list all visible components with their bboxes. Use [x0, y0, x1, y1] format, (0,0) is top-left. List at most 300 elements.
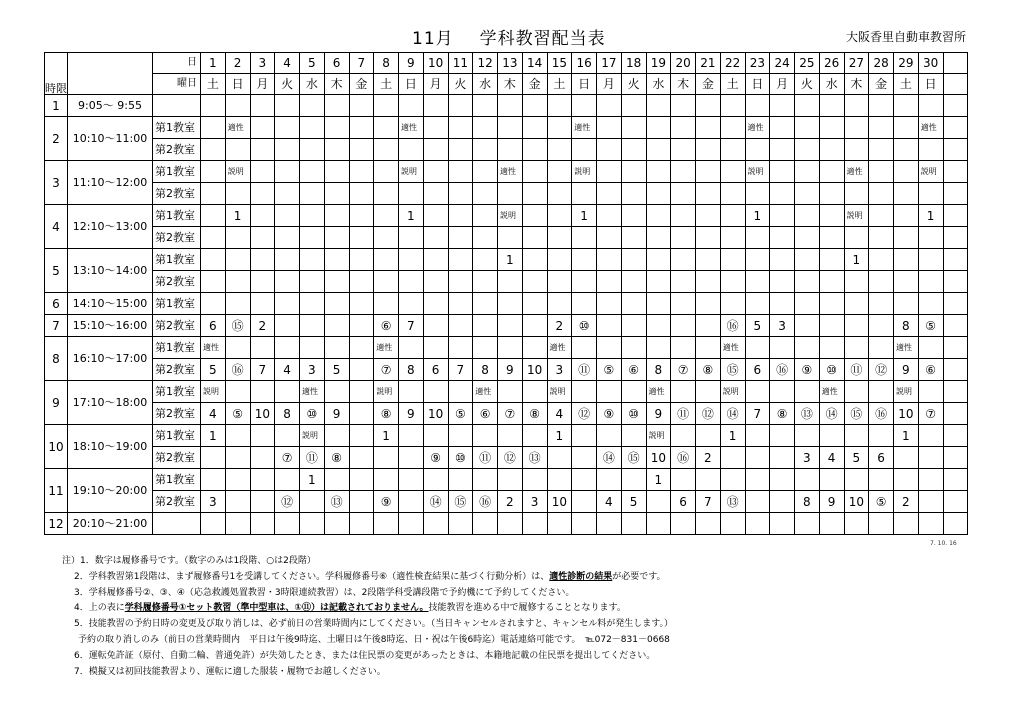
- classroom-label: 第2教室: [153, 359, 201, 381]
- time-header-blank: [68, 53, 153, 95]
- extra-column: [943, 315, 967, 337]
- schedule-cell: [621, 271, 646, 293]
- schedule-cell: [399, 183, 424, 205]
- schedule-cell: [671, 381, 696, 403]
- classroom-label: 第2教室: [153, 315, 201, 337]
- schedule-cell: [473, 227, 498, 249]
- schedule-cell: ⑤: [225, 403, 250, 425]
- schedule-cell: [869, 183, 894, 205]
- schedule-cell: [423, 95, 448, 117]
- schedule-cell: [275, 117, 300, 139]
- schedule-cell: [300, 315, 325, 337]
- period-row: [45, 271, 968, 293]
- schedule-cell: [572, 293, 597, 315]
- schedule-cell: [894, 139, 919, 161]
- period-time: 15:10～16:00: [68, 315, 153, 337]
- note-2: [62, 570, 1022, 586]
- schedule-cell: 説明: [572, 161, 597, 183]
- day-number: 27: [844, 53, 869, 74]
- schedule-cell: [918, 293, 943, 315]
- schedule-cell: [819, 183, 844, 205]
- schedule-cell: 1: [745, 205, 770, 227]
- schedule-cell: [770, 117, 795, 139]
- note-2-tail: が必要です。: [612, 571, 666, 582]
- period-time: 10:10～11:00: [68, 117, 153, 161]
- schedule-cell: [696, 337, 721, 359]
- schedule-cell: 5: [201, 359, 226, 381]
- period-row: [45, 403, 968, 425]
- schedule-cell: [894, 513, 919, 535]
- schedule-cell: [522, 381, 547, 403]
- schedule-cell: [275, 139, 300, 161]
- schedule-cell: [349, 249, 374, 271]
- schedule-cell: [770, 381, 795, 403]
- schedule-cell: ⑤: [597, 359, 622, 381]
- schedule-cell: ⑪: [572, 359, 597, 381]
- schedule-cell: [597, 381, 622, 403]
- day-number: 6: [324, 53, 349, 74]
- schedule-cell: ⑩: [572, 315, 597, 337]
- schedule-cell: 6: [423, 359, 448, 381]
- weekday: 金: [869, 74, 894, 95]
- schedule-cell: 4: [597, 491, 622, 513]
- schedule-cell: ⑪: [671, 403, 696, 425]
- day-number: 10: [423, 53, 448, 74]
- schedule-cell: [696, 161, 721, 183]
- schedule-cell: 適性: [894, 337, 919, 359]
- period-row: [45, 227, 968, 249]
- schedule-cell: [349, 403, 374, 425]
- schedule-cell: [770, 95, 795, 117]
- schedule-cell: ⑮: [720, 359, 745, 381]
- schedule-cell: [201, 183, 226, 205]
- schedule-cell: [745, 293, 770, 315]
- schedule-cell: [324, 161, 349, 183]
- schedule-cell: 適性: [374, 337, 399, 359]
- schedule-cell: [522, 315, 547, 337]
- day-number: 21: [696, 53, 721, 74]
- schedule-cell: [819, 315, 844, 337]
- schedule-cell: [819, 293, 844, 315]
- day-number: 8: [374, 53, 399, 74]
- schedule-cell: ⑨: [795, 359, 820, 381]
- schedule-cell: [918, 227, 943, 249]
- schedule-cell: [918, 271, 943, 293]
- day-number: 15: [547, 53, 572, 74]
- note-6: 6．運転免許証（原付、自動二輪、普通免許）が失効したとき、または住民票の変更があったときは、本籍地記載の住民票を提出してください。: [74, 650, 656, 661]
- day-number: 12: [473, 53, 498, 74]
- extra-column: [943, 53, 967, 74]
- schedule-cell: [423, 117, 448, 139]
- schedule-cell: ⑯: [770, 359, 795, 381]
- schedule-cell: [225, 95, 250, 117]
- schedule-cell: [720, 227, 745, 249]
- schedule-cell: [720, 183, 745, 205]
- schedule-cell: [869, 425, 894, 447]
- schedule-cell: [844, 315, 869, 337]
- schedule-cell: [201, 95, 226, 117]
- schedule-cell: ⑨: [423, 447, 448, 469]
- schedule-cell: ⑭: [720, 403, 745, 425]
- schedule-cell: ⑪: [300, 447, 325, 469]
- schedule-cell: 9: [894, 359, 919, 381]
- schedule-table: [44, 52, 968, 535]
- schedule-cell: [423, 293, 448, 315]
- schedule-cell: [547, 513, 572, 535]
- schedule-cell: [374, 183, 399, 205]
- schedule-cell: [795, 293, 820, 315]
- schedule-cell: 5: [745, 315, 770, 337]
- schedule-cell: [300, 205, 325, 227]
- day-number: 18: [621, 53, 646, 74]
- note-4: [62, 601, 1022, 617]
- schedule-cell: [869, 315, 894, 337]
- schedule-cell: [275, 249, 300, 271]
- schedule-cell: [399, 513, 424, 535]
- classroom-label: 第1教室: [153, 337, 201, 359]
- schedule-cell: [770, 183, 795, 205]
- extra-column: [943, 161, 967, 183]
- period-time: 17:10～18:00: [68, 381, 153, 425]
- schedule-cell: 10: [646, 447, 671, 469]
- schedule-cell: [275, 293, 300, 315]
- schedule-cell: [671, 293, 696, 315]
- schedule-cell: [572, 425, 597, 447]
- schedule-cell: ⑬: [720, 491, 745, 513]
- schedule-cell: [547, 161, 572, 183]
- schedule-cell: [745, 139, 770, 161]
- schedule-cell: ⑯: [473, 491, 498, 513]
- schedule-cell: 1: [374, 425, 399, 447]
- schedule-cell: [498, 227, 523, 249]
- schedule-cell: [745, 425, 770, 447]
- schedule-cell: 適性: [225, 117, 250, 139]
- schedule-cell: [374, 447, 399, 469]
- schedule-cell: [349, 513, 374, 535]
- schedule-cell: [597, 337, 622, 359]
- schedule-cell: [349, 469, 374, 491]
- schedule-cell: [448, 315, 473, 337]
- schedule-cell: [770, 337, 795, 359]
- schedule-cell: [671, 95, 696, 117]
- schedule-cell: [225, 513, 250, 535]
- period-row: [45, 447, 968, 469]
- schedule-cell: [547, 139, 572, 161]
- classroom-label: 第1教室: [153, 425, 201, 447]
- schedule-cell: [522, 337, 547, 359]
- weekday: 木: [844, 74, 869, 95]
- schedule-cell: 7: [250, 359, 275, 381]
- schedule-cell: ⑪: [844, 359, 869, 381]
- schedule-cell: [349, 117, 374, 139]
- schedule-cell: [225, 447, 250, 469]
- schedule-cell: [473, 205, 498, 227]
- schedule-cell: [201, 513, 226, 535]
- schedule-cell: 適性: [819, 381, 844, 403]
- schedule-cell: [671, 315, 696, 337]
- classroom-label: 第2教室: [153, 183, 201, 205]
- schedule-cell: [473, 425, 498, 447]
- schedule-cell: 4: [201, 403, 226, 425]
- weekday: 木: [324, 74, 349, 95]
- period-number: 10: [45, 425, 68, 469]
- schedule-cell: [473, 183, 498, 205]
- schedule-cell: [819, 161, 844, 183]
- schedule-cell: [423, 271, 448, 293]
- period-number: 7: [45, 315, 68, 337]
- schedule-cell: [696, 293, 721, 315]
- schedule-cell: [597, 205, 622, 227]
- note-2-emphasis: 適性診断の結果: [549, 571, 613, 582]
- schedule-cell: [498, 469, 523, 491]
- schedule-cell: [621, 183, 646, 205]
- schedule-cell: [621, 205, 646, 227]
- schedule-cell: [423, 381, 448, 403]
- schedule-cell: [745, 337, 770, 359]
- schedule-cell: 適性: [844, 161, 869, 183]
- period-number: 6: [45, 293, 68, 315]
- schedule-cell: [399, 381, 424, 403]
- schedule-cell: 1: [300, 469, 325, 491]
- page-title: [412, 24, 606, 49]
- schedule-cell: [448, 337, 473, 359]
- schedule-cell: 1: [894, 425, 919, 447]
- schedule-cell: 説明: [300, 425, 325, 447]
- schedule-cell: [621, 513, 646, 535]
- schedule-cell: [448, 249, 473, 271]
- schedule-cell: [324, 249, 349, 271]
- weekday: 金: [696, 74, 721, 95]
- schedule-cell: ⑮: [225, 315, 250, 337]
- schedule-cell: [572, 271, 597, 293]
- schedule-cell: [349, 139, 374, 161]
- weekday: 土: [720, 74, 745, 95]
- schedule-cell: [275, 513, 300, 535]
- schedule-cell: [448, 513, 473, 535]
- schedule-cell: [275, 381, 300, 403]
- schedule-cell: ⑩: [300, 403, 325, 425]
- schedule-cell: [894, 447, 919, 469]
- extra-column: [943, 513, 967, 535]
- schedule-cell: [324, 425, 349, 447]
- schedule-cell: ⑤: [448, 403, 473, 425]
- period-time: 9:05～ 9:55: [68, 95, 153, 117]
- schedule-cell: [324, 315, 349, 337]
- schedule-cell: 9: [324, 403, 349, 425]
- period-time: 12:10～13:00: [68, 205, 153, 249]
- schedule-cell: [522, 161, 547, 183]
- schedule-cell: [597, 161, 622, 183]
- schedule-cell: [423, 139, 448, 161]
- schedule-cell: [498, 95, 523, 117]
- schedule-cell: [374, 293, 399, 315]
- schedule-cell: ⑥: [918, 359, 943, 381]
- schedule-cell: [423, 315, 448, 337]
- schedule-cell: [795, 117, 820, 139]
- schedule-cell: [572, 183, 597, 205]
- schedule-cell: [795, 95, 820, 117]
- schedule-cell: [795, 381, 820, 403]
- schedule-cell: [448, 425, 473, 447]
- schedule-cell: 適性: [646, 381, 671, 403]
- schedule-cell: [844, 425, 869, 447]
- schedule-cell: [473, 139, 498, 161]
- schedule-cell: 3: [300, 359, 325, 381]
- schedule-cell: [646, 315, 671, 337]
- schedule-cell: [894, 469, 919, 491]
- schedule-cell: [745, 491, 770, 513]
- schedule-cell: 1: [225, 205, 250, 227]
- schedule-cell: [300, 139, 325, 161]
- extra-column: [943, 95, 967, 117]
- schedule-cell: 説明: [745, 161, 770, 183]
- day-number: 2: [225, 53, 250, 74]
- schedule-cell: [696, 95, 721, 117]
- schedule-cell: [819, 139, 844, 161]
- period-row: [45, 95, 968, 117]
- period-number: 8: [45, 337, 68, 381]
- weekday: 水: [300, 74, 325, 95]
- schedule-cell: [201, 161, 226, 183]
- schedule-cell: ⑫: [498, 447, 523, 469]
- weekday: 日: [918, 74, 943, 95]
- schedule-cell: [671, 161, 696, 183]
- schedule-cell: [423, 205, 448, 227]
- schedule-cell: ⑯: [869, 403, 894, 425]
- schedule-cell: [250, 161, 275, 183]
- schedule-cell: [646, 491, 671, 513]
- schedule-cell: [869, 249, 894, 271]
- schedule-cell: [250, 381, 275, 403]
- schedule-cell: [646, 139, 671, 161]
- schedule-cell: [225, 469, 250, 491]
- schedule-cell: [374, 271, 399, 293]
- classroom-label: 第1教室: [153, 117, 201, 139]
- schedule-cell: [918, 249, 943, 271]
- day-number: 24: [770, 53, 795, 74]
- schedule-cell: ⑩: [448, 447, 473, 469]
- schedule-cell: [473, 161, 498, 183]
- schedule-cell: [448, 117, 473, 139]
- schedule-cell: [473, 513, 498, 535]
- weekday: 土: [201, 74, 226, 95]
- schedule-cell: 2: [547, 315, 572, 337]
- weekday: 月: [770, 74, 795, 95]
- schedule-cell: ⑨: [597, 403, 622, 425]
- schedule-cell: [250, 271, 275, 293]
- schedule-cell: [522, 271, 547, 293]
- schedule-cell: [894, 227, 919, 249]
- weekday: 月: [597, 74, 622, 95]
- period-row: [45, 161, 968, 183]
- weekday: 金: [349, 74, 374, 95]
- schedule-cell: ⑬: [324, 491, 349, 513]
- schedule-cell: [869, 161, 894, 183]
- schedule-cell: [225, 293, 250, 315]
- classroom-label: 第2教室: [153, 447, 201, 469]
- schedule-cell: [745, 95, 770, 117]
- weekday: 水: [473, 74, 498, 95]
- schedule-cell: [547, 227, 572, 249]
- period-time: 18:10～19:00: [68, 425, 153, 469]
- extra-column: [943, 425, 967, 447]
- schedule-cell: [349, 205, 374, 227]
- schedule-cell: [324, 95, 349, 117]
- schedule-cell: 1: [720, 425, 745, 447]
- schedule-cell: [547, 205, 572, 227]
- schedule-cell: [894, 205, 919, 227]
- period-row: [45, 117, 968, 139]
- schedule-cell: [448, 183, 473, 205]
- classroom-label: 第1教室: [153, 469, 201, 491]
- schedule-cell: [597, 139, 622, 161]
- schedule-cell: 6: [869, 447, 894, 469]
- schedule-cell: [324, 337, 349, 359]
- schedule-cell: [918, 337, 943, 359]
- schedule-cell: [621, 469, 646, 491]
- schedule-cell: [374, 469, 399, 491]
- schedule-cell: [473, 95, 498, 117]
- schedule-cell: [597, 513, 622, 535]
- schedule-cell: 3: [795, 447, 820, 469]
- schedule-cell: ⑮: [621, 447, 646, 469]
- schedule-cell: ⑭: [597, 447, 622, 469]
- schedule-cell: [646, 249, 671, 271]
- schedule-cell: 説明: [201, 381, 226, 403]
- day-number: 9: [399, 53, 424, 74]
- day-number: 25: [795, 53, 820, 74]
- schedule-cell: ⑫: [572, 403, 597, 425]
- schedule-cell: [547, 183, 572, 205]
- schedule-cell: [448, 227, 473, 249]
- schedule-cell: [696, 205, 721, 227]
- schedule-cell: 6: [201, 315, 226, 337]
- schedule-cell: [646, 271, 671, 293]
- schedule-cell: 説明: [399, 161, 424, 183]
- schedule-cell: [324, 381, 349, 403]
- classroom-label: 第2教室: [153, 491, 201, 513]
- schedule-cell: [844, 381, 869, 403]
- schedule-cell: [795, 183, 820, 205]
- schedule-cell: [795, 227, 820, 249]
- schedule-cell: [324, 183, 349, 205]
- schedule-cell: [498, 513, 523, 535]
- schedule-cell: 説明: [918, 161, 943, 183]
- schedule-cell: [844, 469, 869, 491]
- schedule-cell: ⑨: [374, 491, 399, 513]
- schedule-cell: [225, 337, 250, 359]
- day-label: 日: [153, 53, 201, 74]
- schedule-cell: [621, 227, 646, 249]
- schedule-cell: [720, 513, 745, 535]
- schedule-cell: [844, 95, 869, 117]
- schedule-cell: [448, 139, 473, 161]
- schedule-cell: 2: [894, 491, 919, 513]
- schedule-cell: [374, 513, 399, 535]
- schedule-cell: [349, 227, 374, 249]
- schedule-cell: [250, 183, 275, 205]
- schedule-cell: [918, 447, 943, 469]
- schedule-cell: [399, 425, 424, 447]
- schedule-cell: [250, 117, 275, 139]
- schedule-cell: [745, 249, 770, 271]
- schedule-cell: [621, 117, 646, 139]
- schedule-cell: [498, 381, 523, 403]
- weekday: 水: [646, 74, 671, 95]
- schedule-cell: ⑮: [448, 491, 473, 513]
- weekday: 土: [374, 74, 399, 95]
- day-number: 11: [448, 53, 473, 74]
